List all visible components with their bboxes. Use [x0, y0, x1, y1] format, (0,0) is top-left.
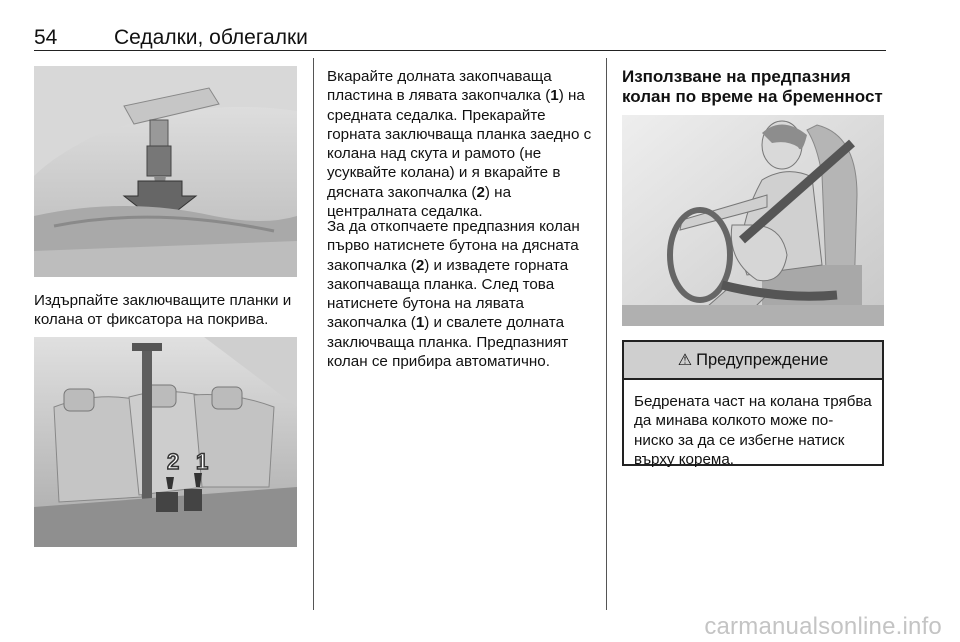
warning-header [624, 342, 882, 380]
warning-text: Бедрената част на колана трябва да минава колкото може по-ниско за да се избегне натиск върху корема. [634, 393, 872, 468]
section-heading: Използване на предпазния колан по време на бременност [622, 67, 883, 106]
header-divider [34, 50, 886, 51]
figure-roof-belt-holder [34, 66, 297, 277]
figure-pregnant-seatbelt [622, 115, 884, 326]
callout-1: 1 [196, 449, 209, 474]
figure-caption: Издърпайте заключващите планки и колана от фиксатора на покрива. [34, 292, 292, 329]
page-number: 54 [34, 26, 58, 49]
watermark: carmanualsonline.info [704, 613, 942, 640]
instruction-fasten: Вкарайте долната закопчаваща пластина в лявата закопчалка (1) на средната седалка. Прекарайте горната заключваща планка заедно с колана над скута и рамото (не усуквайте колана) и я вкарайте в дясната закопчалка (2) на централната седалка. [327, 68, 592, 221]
column-divider-right [606, 58, 607, 610]
figure-rear-seat-buckles [34, 337, 297, 547]
warning-box [622, 340, 884, 466]
instruction-unfasten: За да откопчаете предпазния колан първо натиснете бутона на дясната закопчалка (2) и извадете горната закопчаваща планка. След това натиснете бутона на лявата закопчалка (1) и свалете долната заключваща планка. Предпазният колан се прибира автоматично. [327, 218, 580, 371]
page-header [34, 26, 886, 50]
page-title: Седалки, облегалки [114, 26, 308, 49]
column-divider-left [313, 58, 314, 610]
warning-triangle-icon: ⚠ [677, 352, 693, 369]
warning-title: Предупреждение [696, 350, 829, 369]
callout-2: 2 [167, 449, 180, 474]
